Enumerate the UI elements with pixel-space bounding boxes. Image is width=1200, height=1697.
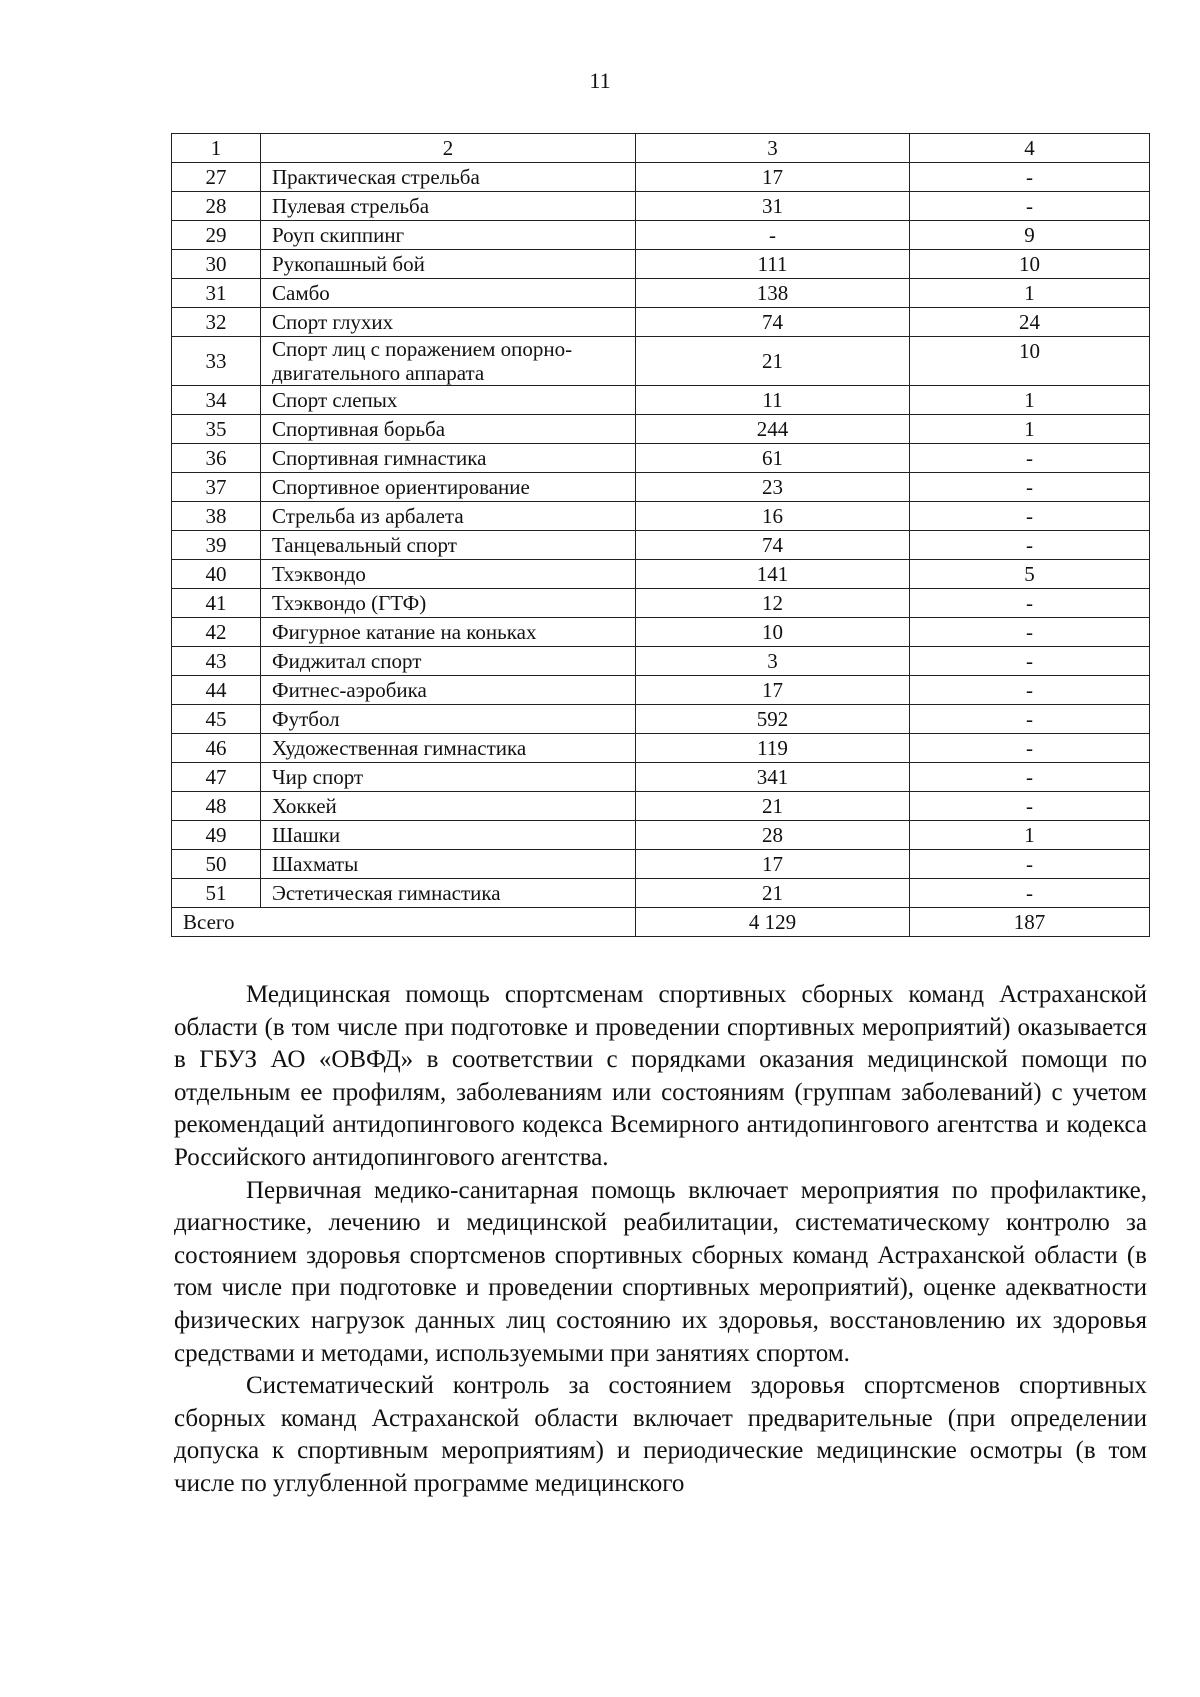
column-3-cell: 341 [636,763,910,792]
column-4-cell: 9 [910,221,1150,250]
row-number-cell: 45 [172,705,261,734]
sport-name-cell: Шахматы [261,850,636,879]
column-4-cell: 1 [910,279,1150,308]
sport-name-cell: Тхэквондо [261,560,636,589]
row-number-cell: 31 [172,279,261,308]
paragraph-medical-help: Медицинская помощь спортсменам спортивных сборных команд Астраханской области (в том числе при подготовке и проведении спортивных мероприятий) оказывается в ГБУЗ АО «ОВФД» в соответствии с порядками оказания медицинской помощи по отдельным ее профилям, заболеваниям или состояниям (группам заболеваний) с учетом рекомендаций антидопингового кодекса Всемирного антидопингового агентства и кодекса Российского антидопингового агентства. [174,981,1147,1171]
sport-name-cell: Самбо [261,279,636,308]
row-number-cell: 37 [172,473,261,502]
column-4-cell: - [910,647,1150,676]
table-row [172,192,1150,221]
row-number-cell: 30 [172,250,261,279]
total-column-3: 4 129 [636,908,910,937]
row-number-cell: 44 [172,676,261,705]
total-label: Всего [172,908,636,937]
column-3-cell: 31 [636,192,910,221]
sport-name-cell: Тхэквондо (ГТФ) [261,589,636,618]
table-row [172,618,1150,647]
sports-table-body [172,134,1150,937]
page-number: 11 [589,68,611,93]
sport-name-cell: Практическая стрельба [261,163,636,192]
column-4-cell: - [910,163,1150,192]
column-4-cell: - [910,473,1150,502]
table-row [172,473,1150,502]
column-3-cell: 74 [636,531,910,560]
column-4-cell: - [910,444,1150,473]
row-number-cell: 35 [172,415,261,444]
row-number-cell: 34 [172,386,261,415]
column-3-cell: 11 [636,386,910,415]
row-number-cell: 27 [172,163,261,192]
row-number-cell: 32 [172,308,261,337]
total-column-4: 187 [910,908,1150,937]
column-3-cell: 141 [636,560,910,589]
header-cell-1: 1 [172,134,261,163]
column-3-cell: 74 [636,308,910,337]
sport-name-cell: Рукопашный бой [261,250,636,279]
header-cell-2: 2 [261,134,636,163]
sport-name-cell: Роуп скиппинг [261,221,636,250]
table-row [172,734,1150,763]
sport-name-cell: Спорт лиц с поражением опорно-двигательного аппарата [261,337,636,386]
column-4-cell: - [910,705,1150,734]
table-row [172,850,1150,879]
column-3-cell: 21 [636,879,910,908]
row-number-cell: 48 [172,792,261,821]
column-4-cell: 5 [910,560,1150,589]
sport-name-cell: Спорт глухих [261,308,636,337]
row-number-cell: 36 [172,444,261,473]
column-3-cell: 23 [636,473,910,502]
column-3-cell: 592 [636,705,910,734]
row-number-cell: 40 [172,560,261,589]
column-3-cell: 61 [636,444,910,473]
row-number-cell: 38 [172,502,261,531]
sport-name-cell: Спортивная гимнастика [261,444,636,473]
table-row [172,560,1150,589]
column-3-cell: 21 [636,337,910,386]
column-3-cell: 17 [636,676,910,705]
table-row [172,221,1150,250]
column-4-cell: 1 [910,386,1150,415]
column-3-cell: 10 [636,618,910,647]
row-number-cell: 47 [172,763,261,792]
table-row [172,502,1150,531]
table-row [172,337,1150,386]
row-number-cell: 33 [172,337,261,386]
sport-name-cell: Эстетическая гимнастика [261,879,636,908]
row-number-cell: 39 [172,531,261,560]
row-number-cell: 46 [172,734,261,763]
row-number-cell: 42 [172,618,261,647]
table-row [172,386,1150,415]
sport-name-cell: Фигурное катание на коньках [261,618,636,647]
column-3-cell: 111 [636,250,910,279]
table-total-row [172,908,1150,937]
table-row [172,879,1150,908]
header-cell-4: 4 [910,134,1150,163]
paragraph-primary-care: Первичная медико-санитарная помощь включает мероприятия по профилактике, диагностике, лечению и медицинской реабилитации, систематическому контролю за состоянием здоровья спортсменов спортивных сборных команд Астраханской области (в том числе при подготовке и проведении спортивных мероприятий), оценке адекватности физических нагрузок данных лиц состоянию их здоровья, восстановлению их здоровья средствами и методами, используемыми при занятиях спортом. [174,1176,1147,1367]
sport-name-cell: Фиджитал спорт [261,647,636,676]
column-4-cell: 1 [910,415,1150,444]
column-3-cell: 3 [636,647,910,676]
column-4-cell: - [910,792,1150,821]
sport-name-cell: Художественная гимнастика [261,734,636,763]
table-row [172,250,1150,279]
header-cell-3: 3 [636,134,910,163]
column-4-cell: 24 [910,308,1150,337]
table-row [172,763,1150,792]
column-3-cell: 16 [636,502,910,531]
column-3-cell: 21 [636,792,910,821]
column-4-cell: - [910,763,1150,792]
sport-name-cell: Пулевая стрельба [261,192,636,221]
sport-name-cell: Спортивная борьба [261,415,636,444]
column-4-cell: - [910,502,1150,531]
row-number-cell: 28 [172,192,261,221]
table-row [172,444,1150,473]
column-3-cell: 28 [636,821,910,850]
column-4-cell: - [910,192,1150,221]
column-4-cell: 1 [910,821,1150,850]
column-4-cell: - [910,531,1150,560]
column-4-cell: - [910,676,1150,705]
sport-name-cell: Спортивное ориентирование [261,473,636,502]
column-4-cell: - [910,589,1150,618]
sport-name-cell: Стрельба из арбалета [261,502,636,531]
row-number-cell: 50 [172,850,261,879]
sport-name-cell: Футбол [261,705,636,734]
row-number-cell: 51 [172,879,261,908]
table-row [172,163,1150,192]
table-row [172,647,1150,676]
column-4-cell: 10 [910,250,1150,279]
column-3-cell: 119 [636,734,910,763]
column-3-cell: 12 [636,589,910,618]
row-number-cell: 43 [172,647,261,676]
table-row [172,792,1150,821]
column-4-cell: - [910,734,1150,763]
column-4-cell: 10 [910,337,1150,386]
sport-name-cell: Чир спорт [261,763,636,792]
sports-table [171,133,1150,937]
table-row [172,415,1150,444]
column-3-cell: 17 [636,850,910,879]
table-row [172,676,1150,705]
body-text [174,979,1147,1501]
table-row [172,531,1150,560]
column-4-cell: - [910,879,1150,908]
sport-name-cell: Спорт слепых [261,386,636,415]
sport-name-cell: Шашки [261,821,636,850]
table-row [172,589,1150,618]
table-row [172,308,1150,337]
column-3-cell: - [636,221,910,250]
sport-name-cell: Танцевальный спорт [261,531,636,560]
sport-name-cell: Хоккей [261,792,636,821]
table-row [172,279,1150,308]
paragraph-systematic-control: Систематический контроль за состоянием здоровья спортсменов спортивных сборных команд Астраханской области включает предварительные (при определении допуска к спортивным мероприятиям) и периодические медицинские осмотры (в том числе по углубленной программе медицинского [174,1372,1147,1497]
row-number-cell: 41 [172,589,261,618]
column-4-cell: - [910,850,1150,879]
row-number-cell: 49 [172,821,261,850]
table-header-row [172,134,1150,163]
column-4-cell: - [910,618,1150,647]
column-3-cell: 244 [636,415,910,444]
row-number-cell: 29 [172,221,261,250]
sport-name-cell: Фитнес-аэробика [261,676,636,705]
column-3-cell: 138 [636,279,910,308]
table-row [172,821,1150,850]
column-3-cell: 17 [636,163,910,192]
table-row [172,705,1150,734]
